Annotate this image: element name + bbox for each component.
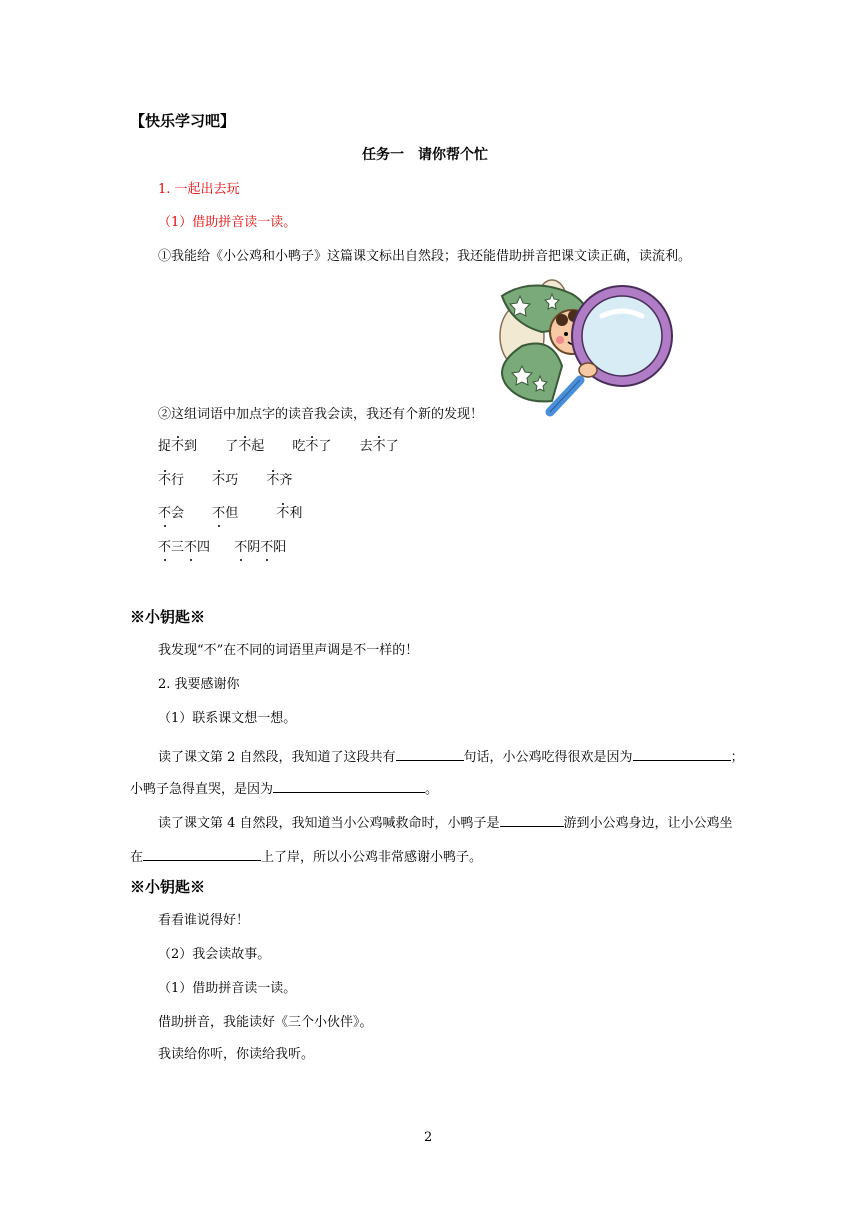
section2-heading: 2. 我要感谢你 xyxy=(158,677,240,692)
section2-para2-line1 xyxy=(158,812,733,833)
para1-text-d: 小鸭子急得直哭，是因为 xyxy=(130,782,274,797)
word-bu-dan: 不但 xyxy=(212,506,239,521)
blank-sentence-count[interactable] xyxy=(396,746,464,761)
word-bu-qiao: 不巧 xyxy=(212,473,239,488)
word-chi-bu-liao: 吃不了 xyxy=(292,439,332,454)
word-bu-qi: 不齐 xyxy=(266,473,293,488)
word-row-2 xyxy=(158,472,316,490)
word-row-3 xyxy=(158,505,326,523)
word-bu-san-bu-si: 不三不四 xyxy=(158,540,211,555)
para1-text-e: 。 xyxy=(425,782,439,797)
section2-sub: （1）联系课文想一想。 xyxy=(158,711,297,726)
key2-text: 看看谁说得好！ xyxy=(158,913,250,928)
section3-line4: 我读给你听，你读给我听。 xyxy=(158,1047,315,1062)
para1-text-b: 句话，小公鸡吃得很欢是因为 xyxy=(463,750,633,765)
word-row-1 xyxy=(158,438,423,456)
page-number: 2 xyxy=(424,1130,433,1145)
section2-para1-line1 xyxy=(158,746,744,767)
fairy-magnifier-illustration xyxy=(482,276,682,422)
section2-para1-line2 xyxy=(130,778,438,799)
word-qu-bu-liao: 去不了 xyxy=(359,439,399,454)
para2-text-b: 游到小公鸡身边，让小公鸡坐 xyxy=(563,816,733,831)
section1-sub: （1）借助拼音读一读。 xyxy=(158,215,297,230)
section3-line1: （2）我会读故事。 xyxy=(158,947,271,962)
para2-text-c: 在 xyxy=(130,850,144,865)
blank-where-sat[interactable] xyxy=(143,846,261,861)
para2-text-d: 上了岸，所以小公鸡非常感谢小鸭子。 xyxy=(261,850,483,865)
section1-heading: 1. 一起出去玩 xyxy=(158,182,240,197)
section1-item2: ②这组词语中加点字的读音我会读，我还有个新的发现！ xyxy=(158,407,484,422)
blank-duckling-reason[interactable] xyxy=(273,778,425,793)
word-bu-hui: 不会 xyxy=(158,506,185,521)
word-zhuo-bu-dao: 捉不到 xyxy=(158,439,198,454)
blank-rooster-reason[interactable] xyxy=(633,746,731,761)
para2-text-a: 读了课文第 4 自然段，我知道当小公鸡喊救命时，小鸭子是 xyxy=(158,816,500,831)
word-liao-bu-qi: 了不起 xyxy=(225,439,265,454)
section3-line3: 借助拼音，我能读好《三个小伙伴》。 xyxy=(158,1015,373,1030)
word-bu-yin-bu-yang: 不阴不阳 xyxy=(234,540,287,555)
key2-title: ※小钥匙※ xyxy=(130,878,206,896)
word-bu-xing: 不行 xyxy=(158,473,185,488)
section-header: 【快乐学习吧】 xyxy=(130,112,236,130)
section2-para2-line2 xyxy=(130,846,482,867)
word-row-4 xyxy=(158,539,310,557)
task-title: 任务一 请你帮个忙 xyxy=(362,147,488,163)
blank-how-swam[interactable] xyxy=(500,812,564,827)
key1-text: 我发现“不”在不同的词语里声调是不一样的！ xyxy=(158,643,419,658)
section3-line2: （1）借助拼音读一读。 xyxy=(158,981,297,996)
para1-text-c: ； xyxy=(730,750,744,765)
key1-title: ※小钥匙※ xyxy=(130,608,206,626)
para1-text-a: 读了课文第 2 自然段，我知道了这段共有 xyxy=(158,750,396,765)
word-bu-li: 不利 xyxy=(276,506,303,521)
section1-item1: ①我能给《小公鸡和小鸭子》这篇课文标出自然段；我还能借助拼音把课文读正确，读流利。 xyxy=(158,249,692,264)
